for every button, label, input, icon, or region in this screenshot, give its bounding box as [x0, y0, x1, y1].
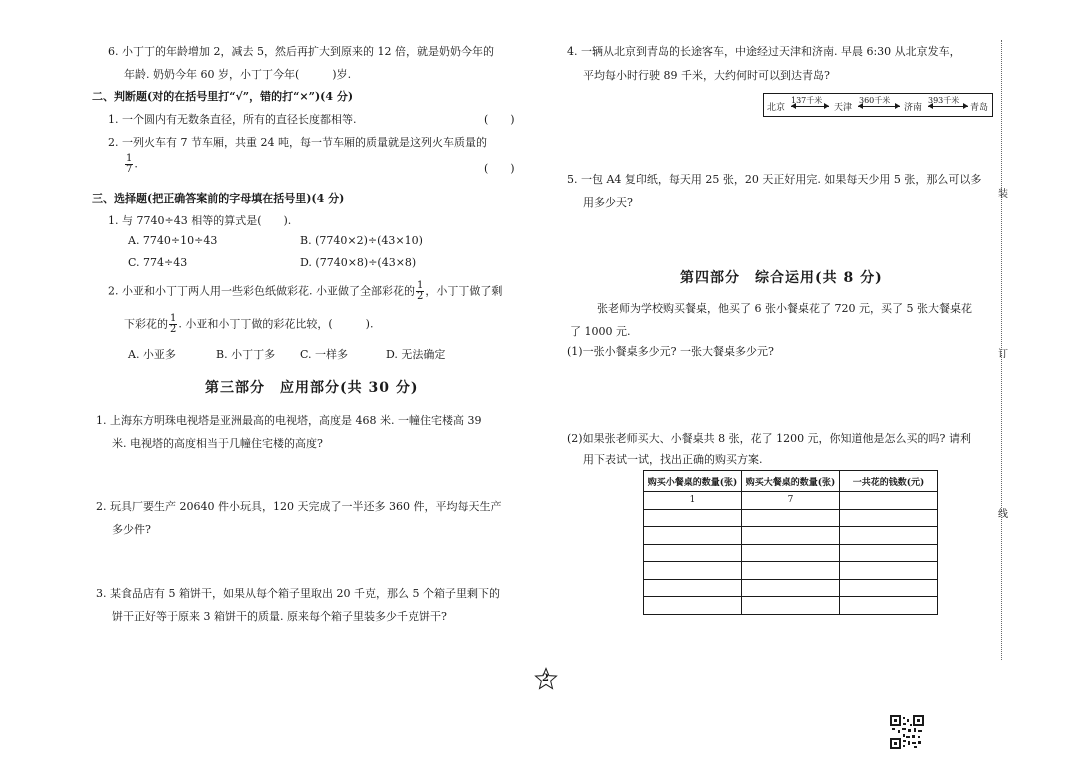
part3-q3-line2: 饼干正好等于原来 3 箱饼干的质量. 原来每个箱子里装多少千克饼干?	[112, 610, 447, 623]
choice-q2-opt-b: B. 小丁丁多	[216, 348, 276, 361]
judge-q2-line1: 2. 一列火车有 7 节车厢，共重 24 吨，每一节车厢的质量就是这列火车质量的	[108, 136, 487, 149]
table-row	[644, 544, 938, 562]
choice-title: 三、选择题(把正确答案前的字母填在括号里)(4 分)	[92, 192, 345, 205]
table-row	[644, 597, 938, 615]
station-qingdao: 青岛	[970, 103, 989, 113]
q6-line1: 6. 小丁丁的年龄增加 2，减去 5，然后再扩大到原来的 12 倍，就是奶奶今年的	[108, 45, 494, 58]
page-number: 2	[542, 673, 549, 684]
table-row	[644, 527, 938, 545]
header-large-tables: 购买大餐桌的数量(张)	[742, 471, 840, 492]
table-cell[interactable]	[742, 562, 840, 580]
q6-line2: 年龄. 奶奶今年 60 岁，小丁丁今年( )岁.	[124, 68, 352, 81]
judge-q2-paren: ( )	[484, 162, 515, 175]
table-cell[interactable]	[840, 544, 938, 562]
table-cell[interactable]	[840, 509, 938, 527]
qr-code-icon	[890, 715, 924, 749]
table-cell[interactable]	[644, 527, 742, 545]
distance-2: 360千米	[859, 96, 891, 105]
judge-q1-paren: ( )	[484, 113, 515, 126]
table-row	[644, 562, 938, 580]
route-arrow-3	[928, 106, 968, 107]
table-cell[interactable]	[644, 597, 742, 615]
table-cell[interactable]	[644, 544, 742, 562]
table-cell[interactable]	[742, 509, 840, 527]
route-diagram	[763, 93, 993, 117]
route-arrow-2	[858, 106, 900, 107]
choice-q1-opt-d: D. (7740×8)÷(43×8)	[300, 256, 417, 269]
station-tianjin: 天津	[834, 103, 853, 113]
fraction-one-seventh: $\frac{1}{7}$	[126, 153, 133, 175]
part3-title: 第三部分 应用部分(共 30 分)	[205, 380, 419, 396]
table-cell[interactable]	[644, 562, 742, 580]
q5-line1: 5. 一包 A4 复印纸，每天用 25 张，20 天正好用完. 如果每天少用 5 张，那么可以多	[567, 173, 982, 186]
table-cell[interactable]: 1	[644, 492, 742, 510]
q5-line2: 用多少天?	[583, 196, 633, 209]
table-cell[interactable]	[644, 509, 742, 527]
table-cell[interactable]	[840, 579, 938, 597]
purchase-table	[643, 470, 938, 615]
choice-q1-opt-b: B. (7740×2)÷(43×10)	[300, 234, 423, 247]
binding-char-ding: 订	[998, 349, 1008, 360]
part4-title: 第四部分 综合运用(共 8 分)	[680, 270, 883, 286]
table-cell[interactable]	[840, 597, 938, 615]
choice-q1: 1. 与 7740÷43 相等的算式是( ).	[108, 214, 292, 227]
choice-q2-line2: 下彩花的 $\frac{1}{2}$ . 小亚和小丁丁做的彩花比较，( ).	[124, 313, 374, 335]
judge-q1: 1. 一个圆内有无数条直径，所有的直径长度都相等.	[108, 113, 357, 126]
table-cell[interactable]: 7	[742, 492, 840, 510]
part4-sub2-line2: 用下表试一试，找出正确的购买方案.	[583, 453, 763, 466]
part3-q1-line2: 米. 电视塔的高度相当于几幢住宅楼的高度?	[112, 437, 323, 450]
station-jinan: 济南	[904, 103, 923, 113]
table-row	[644, 492, 938, 510]
table-cell[interactable]	[742, 527, 840, 545]
part3-q2-line2: 多少件?	[112, 523, 151, 536]
choice-q1-opt-c: C. 774÷43	[128, 256, 188, 269]
table-cell[interactable]	[742, 579, 840, 597]
choice-q2-line1: 2. 小亚和小丁丁两人用一些彩色纸做彩花. 小亚做了全部彩花的 $\frac{1}{2}$ ，小丁丁做了剩	[108, 280, 503, 302]
table-row	[644, 579, 938, 597]
distance-1: 137千米	[791, 96, 823, 105]
fraction-one-half: $\frac{1}{2}$	[416, 280, 424, 302]
q4-line1: 4. 一辆从北京到青岛的长途客车，中途经过天津和济南. 早晨 6:30 从北京发车，	[567, 45, 961, 58]
table-cell[interactable]	[644, 579, 742, 597]
table-row	[644, 509, 938, 527]
station-beijing: 北京	[767, 103, 786, 113]
table-cell[interactable]	[840, 492, 938, 510]
part3-q2-line1: 2. 玩具厂要生产 20640 件小玩具，120 天完成了一半还多 360 件，平均每天生产	[96, 500, 502, 513]
header-total-cost: 一共花的钱数(元)	[840, 471, 938, 492]
part4-sub2-line1: (2)如果张老师买大、小餐桌共 8 张，花了 1200 元，你知道他是怎么买的吗? 请利	[567, 432, 971, 445]
table-cell[interactable]	[840, 562, 938, 580]
choice-q2-opt-c: C. 一样多	[300, 348, 349, 361]
part4-sub1: (1)一张小餐桌多少元? 一张大餐桌多少元?	[567, 345, 774, 358]
route-arrow-1	[791, 106, 829, 107]
choice-q2-opt-a: A. 小亚多	[128, 348, 176, 361]
choice-q1-opt-a: A. 7740÷10÷43	[128, 234, 218, 247]
part3-q1-line1: 1. 上海东方明珠电视塔是亚洲最高的电视塔，高度是 468 米. 一幢住宅楼高 39	[96, 414, 482, 427]
binding-char-zhuang: 装	[998, 189, 1008, 200]
table-header-row	[644, 471, 938, 492]
table-cell[interactable]	[742, 544, 840, 562]
distance-3: 393千米	[928, 96, 960, 105]
header-small-tables: 购买小餐桌的数量(张)	[644, 471, 742, 492]
choice-q2-opt-d: D. 无法确定	[386, 348, 446, 361]
table-cell[interactable]	[742, 597, 840, 615]
judge-title: 二、判断题(对的在括号里打“√”，错的打“×”)(4 分)	[92, 90, 354, 103]
q4-line2: 平均每小时行驶 89 千米，大约何时可以到达青岛?	[583, 69, 830, 82]
binding-char-xian: 线	[998, 509, 1008, 520]
table-cell[interactable]	[840, 527, 938, 545]
part3-q3-line1: 3. 某食品店有 5 箱饼干，如果从每个箱子里取出 20 千克，那么 5 个箱子里剩下的	[96, 587, 500, 600]
judge-q2-fraction-line: $\frac{1}{7}$ .	[126, 153, 138, 175]
fraction-one-half: $\frac{1}{2}$	[170, 313, 177, 335]
part4-intro-line1: 张老师为学校购买餐桌，他买了 6 张小餐桌花了 720 元，买了 5 张大餐桌花	[597, 302, 972, 315]
part4-intro-line2: 了 1000 元.	[570, 325, 631, 338]
